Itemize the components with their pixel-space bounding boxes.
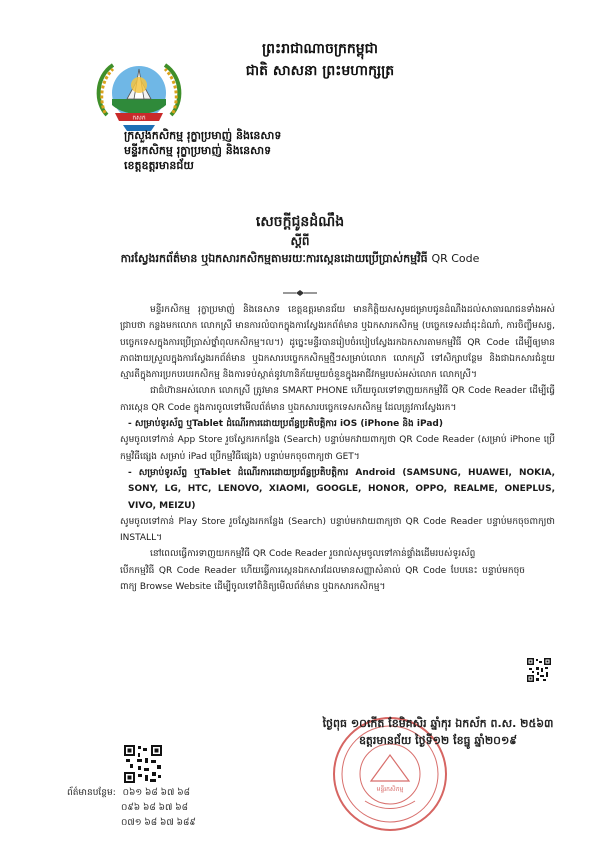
notice-subject-text: ការស្វែងរកព័ត៌មាន ឬឯកសារកសិកម្មតាមរយៈការស្កេនដោយប្រើប្រាស់កម្មវិធី	[120, 252, 428, 265]
contact-row-2	[67, 801, 217, 816]
body-paragraph-3b: បើកកម្មវិធី QR Code Reader ហើយធ្វើការស្កេនឯកសារដែលមានសញ្ញាសំគាល់ QR Code បែបនេះ បន្ទាប់មកចុចពាក្យ Browse Website ដើម្បីចូលទៅពិនិត្យមើលព័ត៌មាន ឬឯកសារកសិកម្ម។	[120, 565, 525, 593]
ios-heading: - សម្រាប់ទូរស័ព្ទ ឬTablet ដំណើរការដោយប្រព័ន្ធប្រតិបត្តិការ iOS (iPhone និង iPad)	[128, 419, 443, 430]
notice-subtitle: ស្តីពី	[290, 234, 310, 248]
contact-row-1	[67, 786, 217, 801]
ministry-heading	[124, 128, 282, 173]
lunar-date: ថ្ងៃពុធ ១០កើត ខែមិគសិរ ឆ្នាំកុរ ឯកស័ក ព.ស. ២៥៦៣	[322, 717, 554, 730]
ministry-emblem-logo	[93, 55, 185, 137]
notice-body	[120, 302, 555, 595]
contact-info	[67, 786, 217, 831]
stamp-text: មន្ទីរកសិកម្ម	[376, 786, 404, 793]
emblem-caption: កសក	[132, 114, 146, 122]
ministry-line-1: ក្រសួងកសិកម្ម រុក្ខាប្រមាញ់ និងនេសាទ	[124, 129, 282, 142]
body-paragraph-2: ជាជំហ៊ានអស់លោក លោកស្រី ត្រូវមាន SMART PHONE ហើយចូលទៅទាញយកកម្មវិធី QR Code Reader ដើម្បីធ្វើការស្កេន QR Code ក្នុងការចូលទៅមើលព័ត៌មាន ឬឯកសារបច្ចេកទេសកសិកម្ម ដែលត្រូវការស្វែងរក។	[120, 386, 555, 413]
notice-subject	[60, 250, 540, 268]
kingdom-heading	[200, 38, 440, 82]
contact-label: ព័ត៌មានបន្ថែម:	[67, 788, 116, 798]
notice-subject-latin: QR Code	[431, 252, 480, 265]
date-block	[313, 715, 563, 749]
notice-title-block	[60, 212, 540, 268]
qr-code-sample-icon	[527, 658, 551, 682]
ios-instructions: សូមចូលទៅកាន់ App Store រួចស្វែករកកន្លែង (Search) បន្ទាប់មកវាយពាក្យថា QR Code Reader (សម្រាប់ iPhone ប្រើកម្មវិធីផ្សេង សម្រាប់ iPad ប្រើកម្មវិធីផ្សេង) បន្ទាប់មកចុចពាក្យថា GET។	[120, 435, 555, 462]
divider-ornament	[283, 289, 317, 297]
ministry-line-3: ខេត្តឧត្តរមានជ័យ	[124, 159, 194, 172]
contact-phone-3: ០៧១ ៦៨ ៦៧ ៦៨៩	[121, 818, 196, 828]
solar-date: ឧត្តរមានជ័យ ថ្ងៃទី១២ ខែធ្នូ ឆ្នាំ២០១៩	[358, 734, 518, 747]
body-paragraph-3a: នៅពេលធ្វើការទាញយកកម្មវិធី QR Code Reader រួចរាល់សូមចូលទៅកាន់ផ្ទាំងដើមរបស់ទូរស័ព្ទ	[150, 549, 476, 560]
contact-phone-2: ០៩៦ ៦៨ ៦៧ ៦៨	[121, 803, 188, 813]
ministry-line-2: មន្ទីរកសិកម្ម រុក្ខាប្រមាញ់ និងនេសាទ	[124, 144, 272, 157]
contact-qr-code-icon	[124, 745, 162, 783]
body-paragraph-1: មន្ទីរកសិកម្ម រុក្ខាប្រមាញ់ និងនេសាទ ខេត្តឧត្តរមានជ័យ មានកិត្តិយសសូមជម្រាបជូនដំណឹងដល់សាធារណជនទាំងអស់ជ្រាបថា កន្លងមកលោក លោកស្រី មានការលំបាកក្នុងការស្វែងរកព័ត៌មាន ឬឯកសារកសិកម្ម (បច្ចេកទេសដាំដុះដំណាំ, ការចិញ្ចឹមសត្វ, បច្ចេកទេសក្នុងការប្រើប្រាស់ថ្នាំពុលកសិកម្ម។ល។) ដូច្នេះមន្ទីរបានរៀបចំរបៀបស្វែងរកឯកសារតាមកម្មវិធី QR Code ដើម្បីឲ្យមានភាពងាយស្រួលក្នុងការស្វែងរកព័ត៌មាន ឬឯកសារបច្ចេកកសិកម្មថ្មីៗសម្រាប់លោក លោកស្រី ទៅសិក្សាបន្ថែម និងជាឯកសារជំនួយស្មារតីក្នុងការប្រកបរបរកសិកម្ម និងការទប់ស្កាត់នូវហានិភ័យមួយចំនួនក្នុងអាជីវកម្មរបស់អស់លោក លោកស្រី។	[120, 305, 555, 381]
notice-title: សេចក្តីជូនដំណឹង	[255, 214, 345, 230]
kingdom-line-2: ជាតិ សាសនា ព្រះមហាក្សត្រ	[245, 63, 395, 79]
contact-phone-1: ០៦១ ៦៨ ៦៧ ៦៨	[122, 788, 191, 798]
kingdom-line-1: ព្រះរាជាណាចក្រកម្ពុជា	[261, 41, 378, 57]
contact-row-3	[67, 816, 217, 831]
android-heading: - សម្រាប់ទូរស័ព្ទ ឬTablet ដំណើរការដោយប្រព័ន្ធប្រតិបត្តិការ Android (SAMSUNG, HUAWEI, NOKIA, SONY, LG, HTC, LENOVO, XIAOMI, GOOGLE, HONOR, OPPO, REALME, ONEPLUS, VIVO, MEIZU)	[128, 467, 555, 511]
android-instructions: សូមចូលទៅកាន់ Play Store រួចស្វែងរកកន្លែង (Search) បន្ទាប់មកវាយពាក្យថា QR Code Reader បន្ទាប់មកចុចពាក្យថា INSTALL។	[120, 516, 555, 544]
